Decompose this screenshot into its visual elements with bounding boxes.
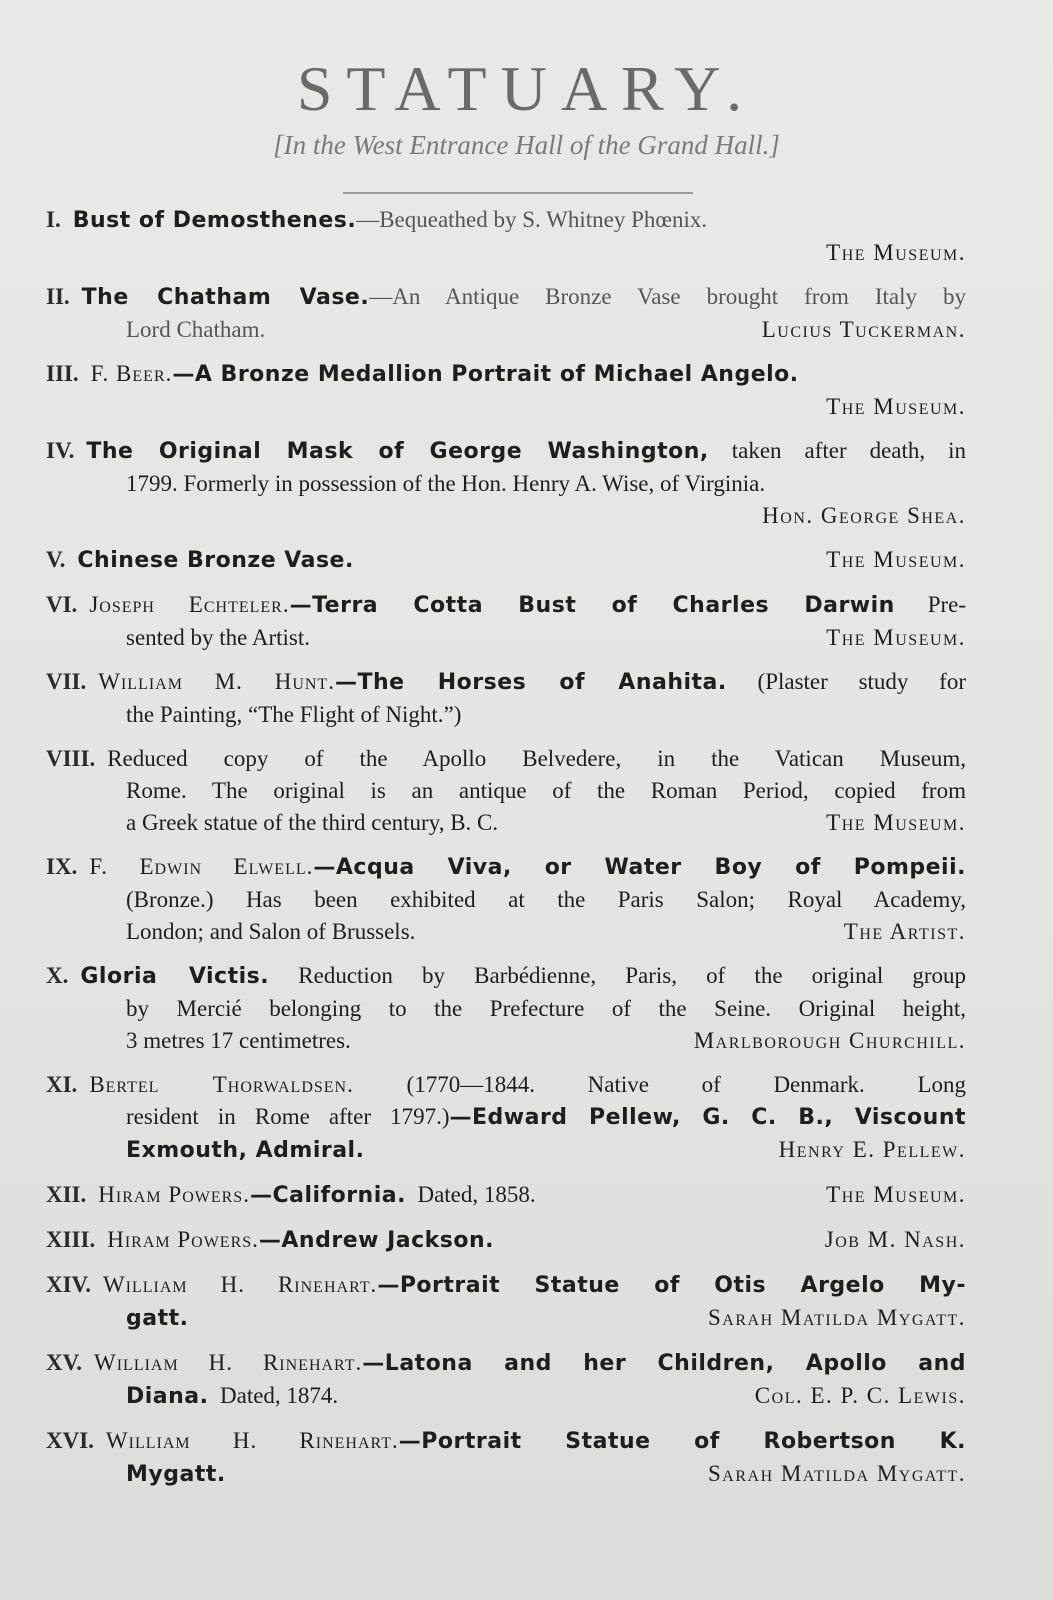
entry-description: (1770—1844. Native of Denmark. Long (406, 1072, 966, 1097)
entry-title: —California. (249, 1183, 406, 1208)
entry-numeral: III. (46, 361, 79, 386)
entry-description: the Painting, “The Flight of Night.”) (126, 702, 462, 727)
entry-description: Rome. The original is an antique of the Roman Period, copied from (126, 778, 966, 803)
entry-13 (46, 1224, 966, 1257)
entry-numeral: I. (46, 207, 61, 232)
entry-owner: The Artist. (843, 919, 966, 944)
entry-title: —Portrait Statue of Robertson K. (398, 1429, 966, 1454)
entry-owner: The Museum. (826, 1182, 966, 1207)
entry-owner: Sarah Matilda Mygatt. (708, 1305, 966, 1330)
entry-6 (46, 589, 966, 654)
entry-title: Mygatt. (126, 1462, 226, 1487)
entry-artist: Hiram Powers. (107, 1227, 259, 1252)
entry-artist: Bertel Thorwaldsen. (89, 1072, 354, 1097)
entry-title: Chinese Bronze Vase. (77, 548, 354, 573)
entry-title: —Portrait Statue of Otis Argelo My- (377, 1273, 966, 1298)
entry-title: The Chatham Vase. (81, 285, 370, 310)
entry-artist: F. Beer. (90, 361, 173, 386)
entry-list (46, 204, 966, 1503)
entry-description: Reduced copy of the Apollo Belvedere, in the Vatican Museum, (107, 746, 966, 771)
entry-description: by Mercié belonging to the Prefecture of the Seine. Original height, (126, 996, 966, 1021)
entry-numeral: IX. (46, 854, 78, 879)
entry-numeral: V. (46, 547, 66, 572)
entry-title: Gloria Victis. (80, 964, 270, 989)
entry-title: —A Bronze Medallion Portrait of Michael Angelo. (172, 362, 799, 387)
entry-numeral: XII. (46, 1182, 87, 1207)
entry-16 (46, 1425, 966, 1491)
entry-description: resident in Rome after 1797.) (126, 1104, 450, 1129)
entry-description: sented by the Artist. (126, 625, 310, 650)
entry-artist: Hiram Powers. (98, 1182, 250, 1207)
entry-owner: Col. E. P. C. Lewis. (754, 1383, 966, 1408)
entry-description: a Greek statue of the third century, B. C. (126, 810, 499, 835)
entry-description: —An Antique Bronze Vase brought from Italy by (369, 284, 966, 309)
entry-owner: The Museum. (826, 547, 966, 572)
entry-numeral: XIV. (46, 1272, 91, 1297)
entry-8 (46, 743, 966, 839)
entry-numeral: XI. (46, 1072, 78, 1097)
entry-numeral: IV. (46, 438, 75, 463)
entry-numeral: X. (46, 963, 69, 988)
entry-15 (46, 1347, 966, 1413)
entry-title: Bust of Demosthenes. (72, 208, 357, 233)
entry-numeral: XIII. (46, 1227, 96, 1252)
entry-numeral: VIII. (46, 746, 96, 771)
entry-title: —The Horses of Anahita. (334, 670, 727, 695)
entry-title: —Edward Pellew, G. C. B., Viscount (449, 1105, 966, 1130)
entry-owner: Marlborough Churchill. (693, 1028, 966, 1053)
entry-artist: Joseph Echteler. (89, 592, 290, 617)
entry-numeral: VI. (46, 592, 78, 617)
entry-numeral: VII. (46, 669, 87, 694)
entry-owner: Lucius Tuckerman. (761, 317, 966, 342)
entry-7 (46, 666, 966, 731)
page-subtitle: [In the West Entrance Hall of the Grand Hall.] (273, 130, 780, 160)
entry-description: Reduction by Barbédienne, Paris, of the original group (298, 963, 967, 988)
entry-title: —Terra Cotta Bust of Charles Darwin (289, 593, 895, 618)
entry-2 (46, 281, 966, 346)
entry-description: Dated, 1858. (417, 1182, 536, 1207)
title-rule (343, 192, 693, 194)
entry-owner: The Museum. (826, 810, 966, 835)
entry-title: The Original Mask of George Washington, (86, 439, 709, 464)
entry-owner: Hon. George Shea. (762, 503, 966, 528)
entry-12 (46, 1179, 966, 1212)
entry-owner: Henry E. Pellew. (778, 1137, 966, 1162)
entry-artist: F. Edwin Elwell. (89, 854, 314, 879)
entry-owner: The Museum. (826, 625, 966, 650)
entry-description: Pre- (927, 592, 967, 617)
entry-10 (46, 960, 966, 1057)
entry-description: taken after death, in (731, 438, 967, 463)
entry-artist: William H. Rinehart. (94, 1350, 363, 1375)
entry-5 (46, 544, 966, 577)
entry-description: (Plaster study for (757, 669, 967, 694)
entry-owner: Job M. Nash. (824, 1227, 966, 1252)
entry-description: Dated, 1874. (220, 1383, 339, 1408)
entry-1 (46, 204, 966, 269)
entry-owner: The Museum. (826, 394, 966, 419)
entry-4 (46, 435, 966, 532)
entry-title: —Andrew Jackson. (258, 1228, 495, 1253)
entry-artist: William H. Rinehart. (102, 1272, 378, 1297)
entry-numeral: II. (46, 284, 70, 309)
entry-description: (Bronze.) Has been exhibited at the Paris Salon; Royal Academy, (126, 887, 966, 912)
entry-owner: Sarah Matilda Mygatt. (708, 1461, 966, 1486)
entry-artist: William H. Rinehart. (105, 1428, 399, 1453)
entry-title: gatt. (126, 1306, 189, 1331)
entry-14 (46, 1269, 966, 1335)
entry-artist: William M. Hunt. (98, 669, 335, 694)
entry-description: 1799. Formerly in possession of the Hon. Henry A. Wise, of Virginia. (126, 471, 766, 496)
entry-11 (46, 1069, 966, 1167)
entry-9 (46, 851, 966, 948)
entry-description: 3 metres 17 centimetres. (126, 1028, 351, 1053)
entry-owner: The Museum. (826, 240, 966, 265)
entry-title: Diana. (126, 1384, 209, 1409)
entry-numeral: XV. (46, 1350, 83, 1375)
entry-3 (46, 358, 966, 423)
page-title: STATUARY. (296, 53, 757, 124)
entry-description: Lord Chatham. (126, 317, 266, 342)
entry-title: —Latona and her Children, Apollo and (362, 1351, 966, 1376)
entry-title: —Acqua Viva, or Water Boy of Pompeii. (313, 855, 966, 880)
entry-title: Exmouth, Admiral. (126, 1138, 365, 1163)
entry-description: —Bequeathed by S. Whitney Phœnix. (356, 207, 708, 232)
entry-description: London; and Salon of Brussels. (126, 919, 416, 944)
entry-numeral: XVI. (46, 1428, 94, 1453)
